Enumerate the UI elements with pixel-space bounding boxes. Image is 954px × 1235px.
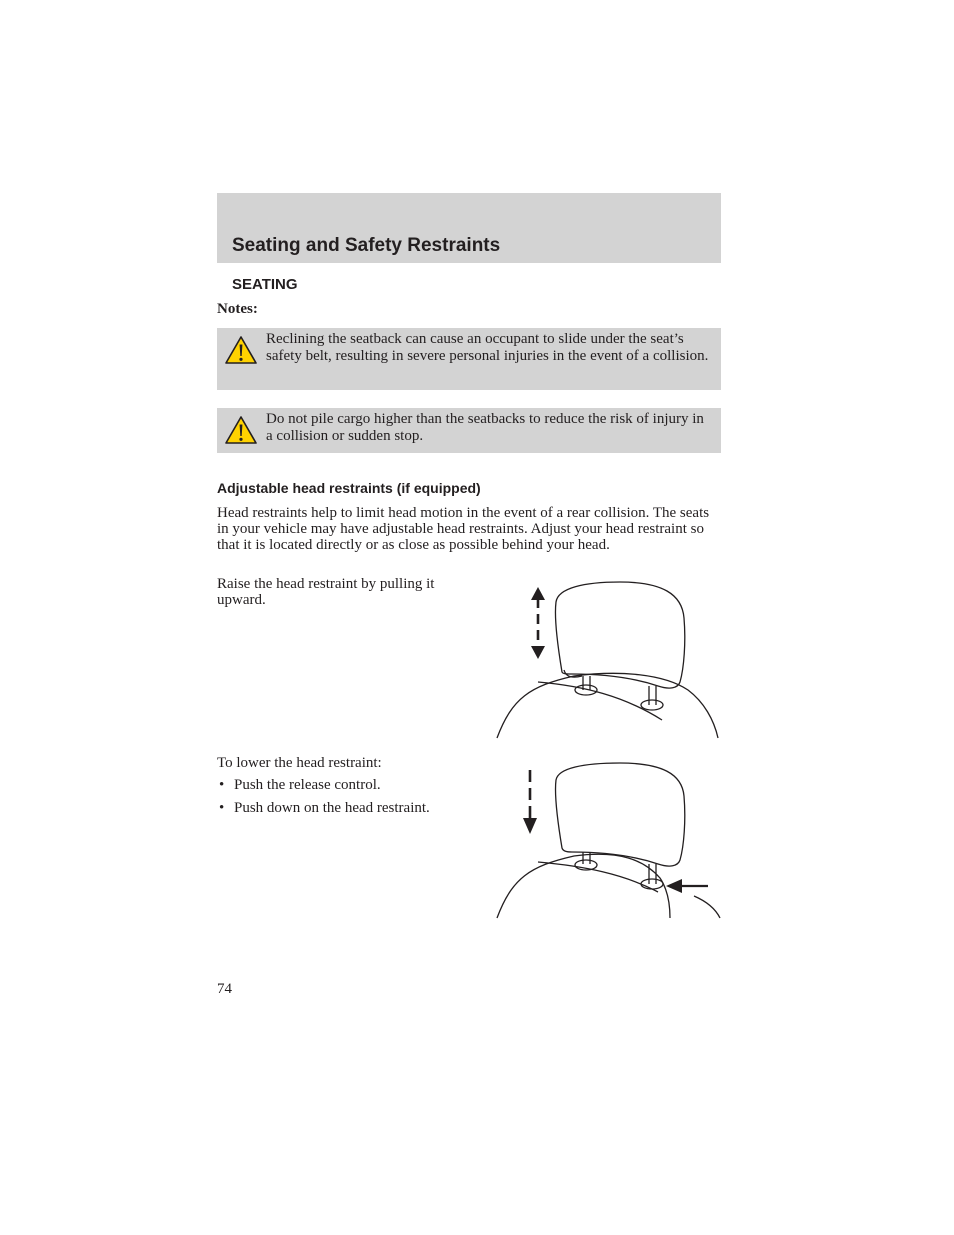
header-band — [217, 193, 721, 263]
head-restraints-intro: Head restraints help to limit head motion in the event of a rear collision. The seats in your vehicle may have adjustable head restraints. Adjust your head restraint so that it is located directly or as close as possible behind your head. — [217, 505, 710, 553]
notes-label: Notes: — [217, 301, 258, 317]
warning-text: Reclining the seatback can cause an occupant to slide under the seat’s safety belt, resulting in severe personal injuries in the event of a collision. — [266, 331, 709, 364]
warning-box-cargo — [217, 408, 721, 453]
head-restraints-heading: Adjustable head restraints (if equipped) — [217, 480, 481, 496]
lower-instructions: To lower the head restraint: — [217, 755, 382, 771]
warning-triangle-icon — [224, 415, 258, 445]
page-number: 74 — [217, 981, 232, 997]
head-restraint-lower-illustration — [494, 760, 722, 920]
list-item: • Push the release control. — [217, 777, 430, 793]
warning-text: Do not pile cargo higher than the seatbacks to reduce the risk of injury in a collision or sudden stop. — [266, 411, 704, 444]
warning-box-reclining — [217, 328, 721, 390]
warning-triangle-icon — [224, 335, 258, 365]
page-title: Seating and Safety Restraints — [232, 235, 501, 256]
lower-steps-list — [217, 777, 430, 823]
section-heading: SEATING — [232, 276, 298, 293]
list-item: • Push down on the head restraint. — [217, 800, 430, 816]
head-restraint-raise-illustration — [494, 578, 722, 740]
raise-instructions: Raise the head restraint by pulling it upward. — [217, 576, 435, 608]
